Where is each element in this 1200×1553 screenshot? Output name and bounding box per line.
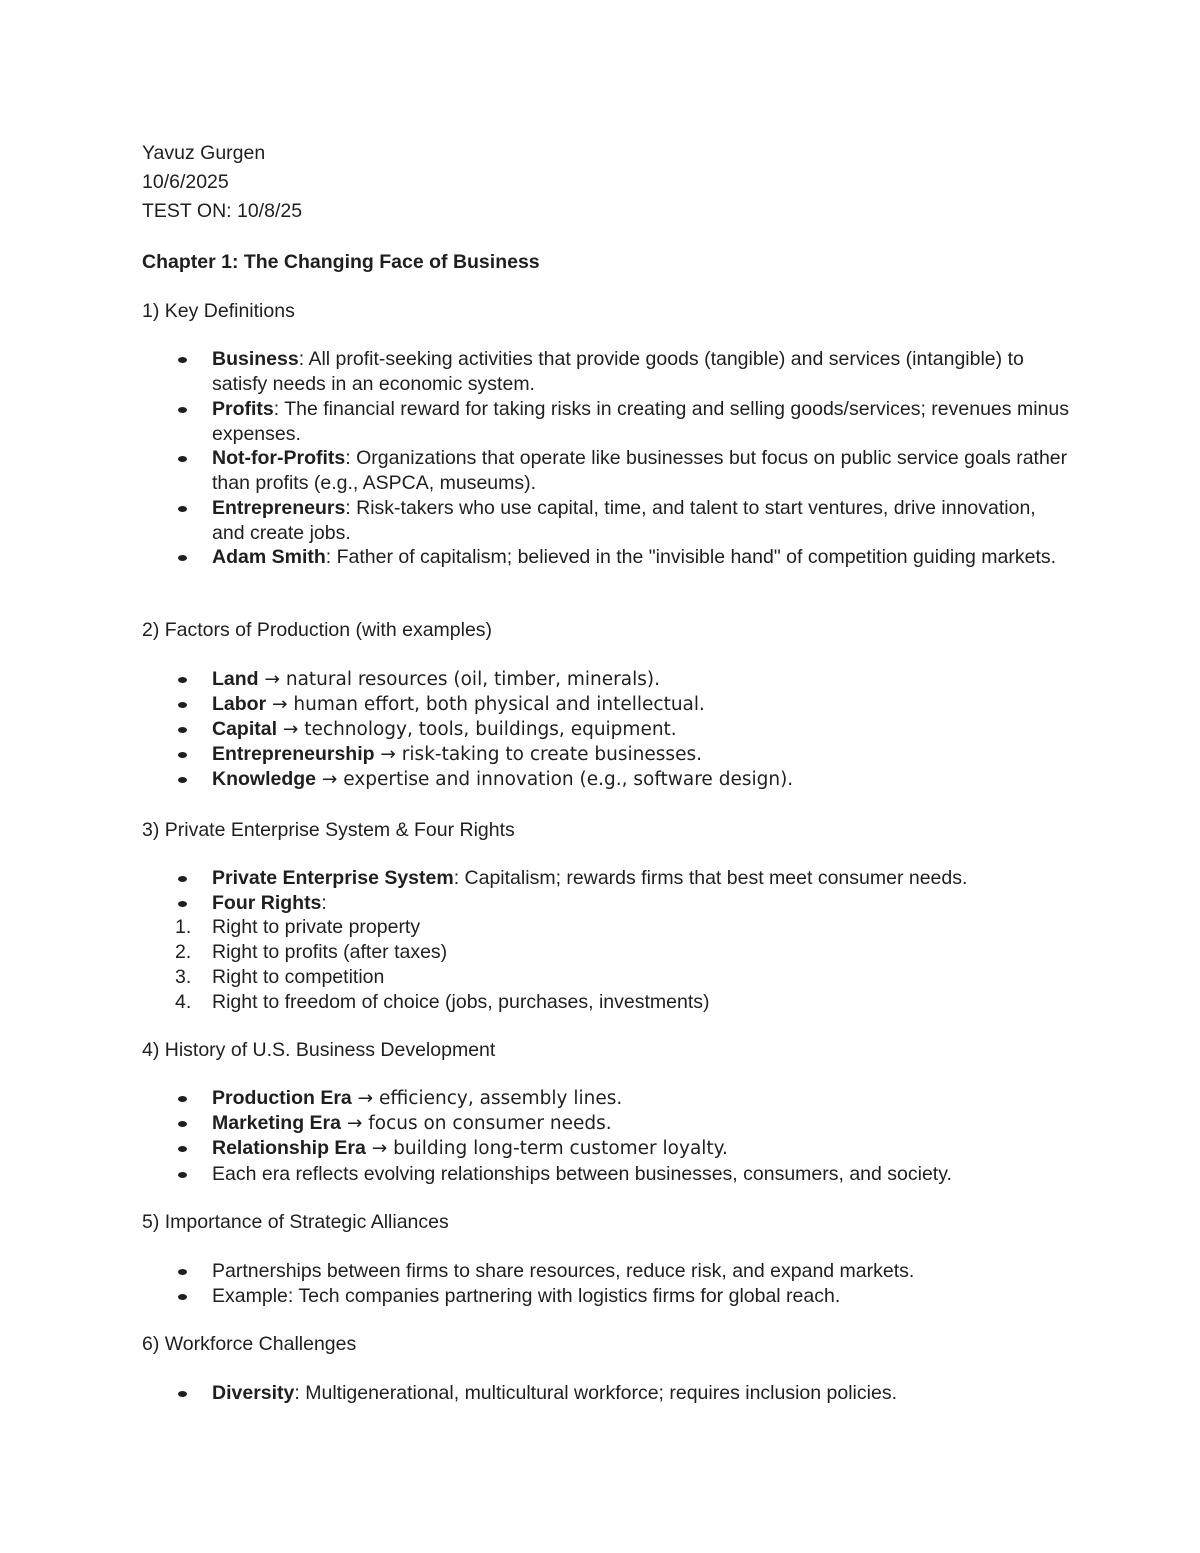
term: Production Era [212,1087,352,1109]
bullet-icon [178,1096,187,1102]
document-date: 10/6/2025 [142,171,229,193]
section-heading: 1) Key Definitions [142,300,295,322]
list-item-text [212,347,1072,397]
bullet-icon [178,1146,187,1152]
definition: : Multigenerational, multicultural workforce; requires inclusion policies. [294,1382,897,1404]
definition: : All profit-seeking activities that provide goods (tangible) and services (intangible) to satisfy needs in an economic system. [212,348,1024,395]
definition: → natural resources (oil, timber, minerals). [258,669,660,690]
list-item-text [212,446,1072,496]
definition: → efficiency, assembly lines. [351,1088,623,1109]
definition: : Father of capitalism; believed in the "invisible hand" of competition guiding markets. [325,546,1057,568]
list-item-text [212,545,1072,570]
list-item-text [212,496,1072,546]
list-item-text: Partnerships between firms to share resources, reduce risk, and expand markets. [212,1260,915,1282]
term: Entrepreneurs [212,497,346,519]
item-number: 2. [175,941,192,963]
definition: : Risk-takers who use capital, time, and talent to start ventures, drive innovation, and create jobs. [212,497,1036,544]
list-item-text [212,891,1072,916]
bullet-icon [178,901,187,907]
bullet-icon [178,407,187,413]
term: Knowledge [212,768,317,790]
bullet-icon [178,456,187,462]
bullet-icon [178,777,187,783]
numbered-item-text: Right to profits (after taxes) [212,941,448,963]
list-item-text [212,1136,1072,1161]
item-number: 1. [175,916,192,938]
term: Profits [212,398,274,420]
section-heading: 5) Importance of Strategic Alliances [142,1211,449,1233]
definition: : The financial reward for taking risks in creating and selling goods/services; revenues minus expenses. [212,398,1069,445]
term: Adam Smith [212,546,326,568]
definition: → building long-term customer loyalty. [365,1138,728,1159]
term: Not-for-Profits [212,447,346,469]
term: Capital [212,718,278,740]
bullet-icon [178,752,187,758]
list-item-text [212,742,1072,767]
bullet-icon [178,555,187,561]
section-heading: 4) History of U.S. Business Development [142,1039,496,1061]
author-name: Yavuz Gurgen [142,142,266,164]
test-date: TEST ON: 10/8/25 [142,200,303,222]
list-item-text [212,667,1072,692]
definition: → risk-taking to create businesses. [374,744,702,765]
bullet-icon [178,1269,187,1275]
term: Business [212,348,299,370]
bullet-icon [178,1391,187,1397]
list-item-text [212,1086,1072,1111]
term: Labor [212,693,267,715]
definition: → expertise and innovation (e.g., software design). [316,769,794,790]
list-item-text [212,1381,1072,1406]
bullet-icon [178,727,187,733]
list-item-text: Example: Tech companies partnering with logistics firms for global reach. [212,1285,841,1307]
section-heading: 6) Workforce Challenges [142,1333,357,1355]
item-number: 3. [175,966,192,988]
bullet-icon [178,1121,187,1127]
term: Entrepreneurship [212,743,375,765]
numbered-item-text: Right to competition [212,966,385,988]
term: Land [212,668,259,690]
term: Four Rights [212,892,322,914]
term: Diversity [212,1382,295,1404]
definition: : [321,892,327,914]
definition: : Capitalism; rewards firms that best meet consumer needs. [453,867,968,889]
bullet-icon [178,876,187,882]
list-item-text [212,767,1072,792]
definition: → focus on consumer needs. [340,1113,612,1134]
section-heading: 3) Private Enterprise System & Four Rights [142,819,515,841]
bullet-icon [178,357,187,363]
term: Relationship Era [212,1137,366,1159]
section-heading: 2) Factors of Production (with examples) [142,619,493,641]
numbered-item-text: Right to private property [212,916,421,938]
definition: : Organizations that operate like businesses but focus on public service goals rather than profits (e.g., ASPCA, museums). [212,447,1068,494]
list-item-text: Each era reflects evolving relationships between businesses, consumers, and society. [212,1163,952,1185]
definition: → technology, tools, buildings, equipment. [277,719,677,740]
list-item-text [212,397,1072,447]
term: Marketing Era [212,1112,341,1134]
list-item-text [212,1111,1072,1136]
list-item-text [212,692,1072,717]
chapter-title: Chapter 1: The Changing Face of Business [142,251,540,273]
term: Private Enterprise System [212,867,454,889]
list-item-text [212,866,1072,891]
definition: → human effort, both physical and intellectual. [266,694,705,715]
bullet-icon [178,506,187,512]
list-item-text [212,717,1072,742]
numbered-item-text: Right to freedom of choice (jobs, purchases, investments) [212,991,710,1013]
bullet-icon [178,1294,187,1300]
bullet-icon [178,702,187,708]
bullet-icon [178,1172,187,1178]
bullet-icon [178,677,187,683]
item-number: 4. [175,991,192,1013]
